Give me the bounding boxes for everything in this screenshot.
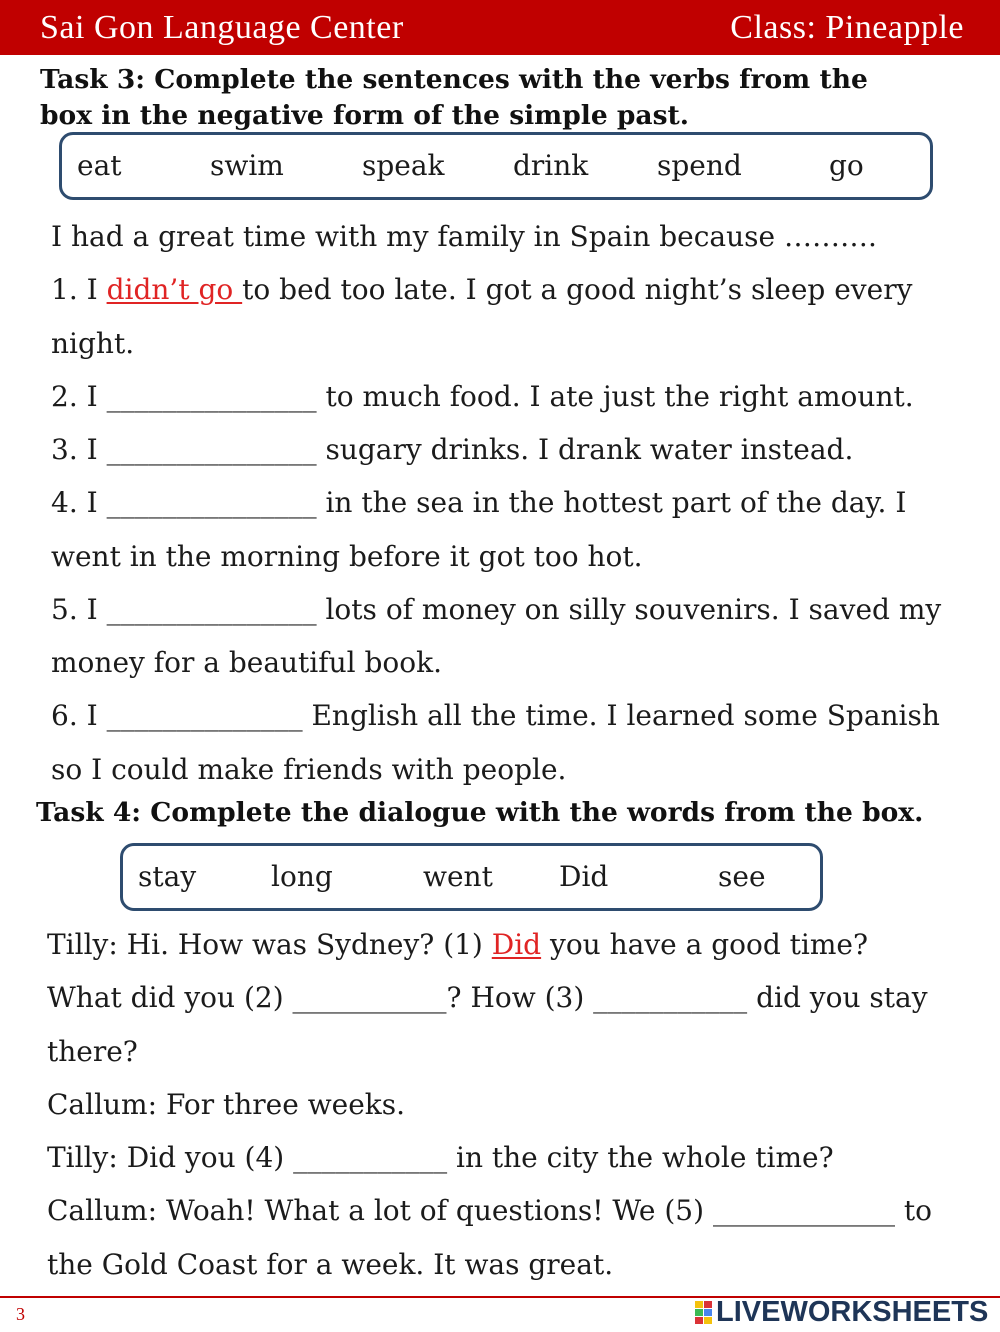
dialogue-blank-5[interactable]: _____________ [712, 1194, 895, 1228]
sentence-6-text-cont: so I could make friends with people. [51, 752, 567, 786]
sentence-6-label: 6. I [51, 699, 107, 733]
sentence-5-text: lots of money on silly souvenirs. I saved my [316, 592, 942, 626]
dialogue-line-6-after: to [894, 1194, 932, 1228]
word-box-item-drink: drink [513, 149, 589, 182]
sentence-4-text: in the sea in the hottest part of the day. I [316, 486, 907, 520]
word-box-item-long: long [271, 860, 333, 893]
task-3-sentences [51, 210, 941, 796]
task-4-heading: Task 4: Complete the dialogue with the words from the box. [36, 797, 924, 828]
answer-blank-5[interactable]: _______________ [106, 592, 317, 626]
sentence-1-text-cont: night. [51, 326, 135, 360]
dialogue-line-2-before: What did you (2) [47, 981, 293, 1015]
sentence-1-text: to bed too late. I got a good night’s sleep every [242, 273, 913, 307]
sentence-2-label: 2. I [51, 379, 107, 413]
dialogue-line-7-text: the Gold Coast for a week. It was great. [47, 1247, 614, 1281]
dialogue-line-4 [47, 1078, 932, 1131]
word-box-item-swim: swim [210, 149, 284, 182]
school-name: Sai Gon Language Center [40, 9, 404, 46]
answer-blank-2[interactable]: _______________ [106, 379, 317, 413]
task-3-word-box [59, 132, 933, 200]
dialogue-line-4-text: Callum: For three weeks. [47, 1087, 406, 1121]
sentence-1-example-answer: didn’t go [106, 273, 243, 307]
task-4-word-box [120, 843, 823, 911]
sentence-6-text: English all the time. I learned some Spanish [302, 699, 940, 733]
answer-blank-6[interactable]: ______________ [106, 699, 303, 733]
liveworksheets-logo [694, 1296, 994, 1328]
dialogue-line-3 [47, 1025, 932, 1078]
dialogue-blank-4[interactable]: ___________ [293, 1141, 448, 1174]
dialogue-line-2-after: did you stay [747, 981, 928, 1015]
sentence-1-label: 1. I [51, 273, 107, 307]
sentence-1 [51, 263, 941, 316]
sentence-5-continued [51, 636, 941, 689]
dialogue-line-5 [47, 1131, 932, 1184]
dialogue-line-5-before: Tilly: Did you (4) [47, 1141, 294, 1174]
sentence-6-continued [51, 743, 941, 796]
task-4-dialogue [47, 918, 932, 1291]
task-3-heading [40, 62, 868, 134]
class-name: Class: Pineapple [730, 9, 964, 46]
sentence-2-text: to much food. I ate just the right amount. [316, 379, 914, 413]
sentence-4-label: 4. I [51, 486, 107, 520]
page-number: 3 [16, 1304, 25, 1324]
word-box-item-eat: eat [77, 149, 122, 182]
word-box-item-see: see [718, 860, 766, 893]
word-box-item-go: go [829, 149, 864, 182]
dialogue-line-3-text: there? [47, 1034, 138, 1068]
sentence-2 [51, 370, 941, 423]
sentence-3-text: sugary drinks. I drank water instead. [316, 433, 854, 466]
dialogue-line-6 [47, 1184, 932, 1237]
intro-text: I had a great time with my family in Spain because ………. [51, 220, 877, 253]
dialogue-blank-3[interactable]: ___________ [593, 981, 748, 1015]
dialogue-line-2 [47, 971, 932, 1024]
sentence-4 [51, 476, 941, 529]
dialogue-line-2-middle: ? How (3) [446, 981, 594, 1015]
dialogue-blank-2[interactable]: ___________ [292, 981, 447, 1015]
intro-sentence [51, 210, 941, 263]
answer-blank-3[interactable]: _______________ [106, 433, 317, 466]
task-3-heading-line-1: Task 3: Complete the sentences with the verbs from the [40, 64, 868, 95]
answer-blank-4[interactable]: _______________ [106, 486, 317, 520]
dialogue-line-1 [47, 918, 932, 971]
sentence-3 [51, 423, 941, 476]
task-3-heading-line-2: box in the negative form of the simple past. [40, 100, 689, 131]
sentence-5 [51, 583, 941, 636]
word-box-item-speak: speak [362, 149, 445, 182]
sentence-1-continued [51, 317, 941, 370]
liveworksheets-logo-text: LIVEWORKSHEETS [716, 1296, 989, 1328]
sentence-4-text-cont: went in the morning before it got too hot. [51, 539, 643, 573]
dialogue-line-6-before: Callum: Woah! What a lot of questions! We (5) [47, 1194, 713, 1228]
dialogue-line-7 [47, 1238, 932, 1291]
dialogue-line-1-before: Tilly: Hi. How was Sydney? (1) [47, 928, 492, 961]
word-box-item-did: Did [559, 860, 609, 893]
word-box-item-spend: spend [657, 149, 742, 182]
sentence-5-label: 5. I [51, 592, 107, 626]
dialogue-line-1-after: you have a good time? [541, 928, 869, 961]
word-box-item-went: went [423, 860, 493, 893]
sentence-6 [51, 689, 941, 742]
header-bar [0, 0, 1000, 55]
sentence-4-continued [51, 530, 941, 583]
word-box-item-stay: stay [138, 860, 197, 893]
dialogue-line-5-after: in the city the whole time? [447, 1141, 834, 1174]
sentence-3-label: 3. I [51, 433, 107, 466]
liveworksheets-logo-icon [695, 1301, 713, 1325]
sentence-5-text-cont: money for a beautiful book. [51, 646, 443, 679]
dialogue-example-answer-1: Did [491, 928, 542, 961]
